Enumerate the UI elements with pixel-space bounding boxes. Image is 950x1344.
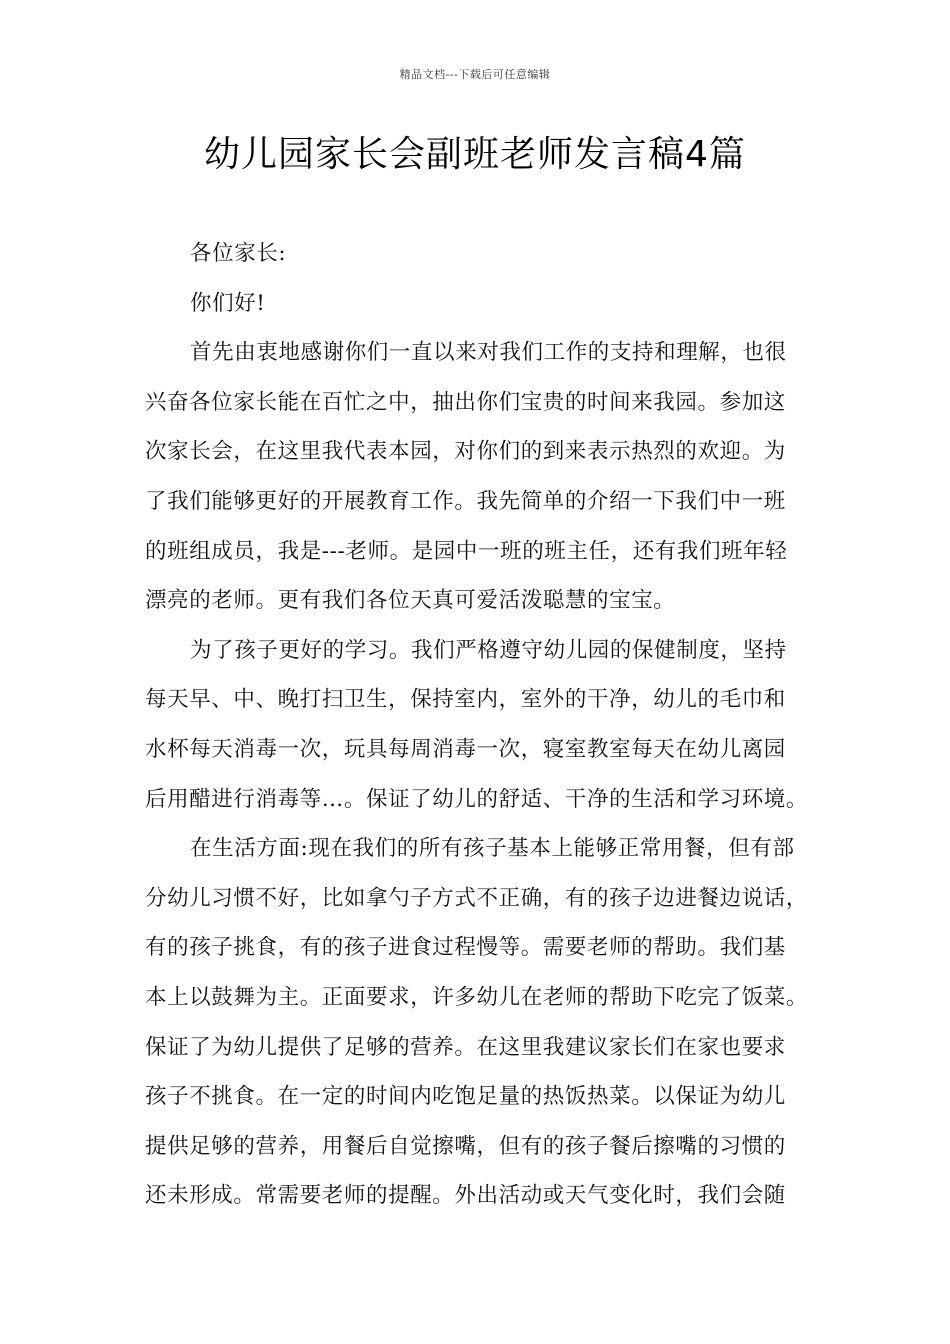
header-note: 精品文档---下载后可任意编辑 (399, 68, 551, 81)
text-line: 孩子不挑食。在一定的时间内吃饱足量的热饭热菜。以保证为幼儿 (145, 1084, 786, 1110)
text-line: 次家长会，在这里我代表本园，对你们的到来表示热烈的欢迎。为 (145, 439, 786, 465)
text-line: 兴奋各位家长能在百忙之中，抽出你们宝贵的时间来我园。参加这 (145, 389, 786, 415)
text-line: 水杯每天消毒一次，玩具每周消毒一次，寝室教室每天在幼儿离园 (145, 736, 786, 762)
text-line: 本上以鼓舞为主。正面要求，许多幼儿在老师的帮助下吃完了饭菜。 (145, 984, 809, 1010)
text-line: 每天早、中、晚打扫卫生，保持室内，室外的干净，幼儿的毛巾和 (145, 687, 786, 713)
document-title: 幼儿园家长会副班老师发言稿4篇 (204, 134, 746, 175)
text-line: 你们好! (190, 290, 266, 316)
text-line: 提供足够的营养，用餐后自觉擦嘴，但有的孩子餐后擦嘴的习惯的 (145, 1133, 786, 1159)
text-line: 为了孩子更好的学习。我们严格遵守幼儿园的保健制度，坚持 (190, 637, 787, 663)
body-text (145, 229, 825, 1221)
text-line: 各位家长: (190, 241, 287, 266)
text-line: 的班组成员，我是---老师。是园中一班的班主任，还有我们班年轻 (145, 538, 788, 564)
text-line: 分幼儿习惯不好，比如拿勺子方式不正确，有的孩子边进餐边说话， (145, 885, 809, 911)
text-line: 保证了为幼儿提供了足够的营养。在这里我建议家长们在家也要求 (145, 1034, 786, 1060)
text-line: 还未形成。常需要老师的提醒。外出活动或天气变化时，我们会随 (145, 1183, 786, 1209)
text-line: 有的孩子挑食，有的孩子进食过程慢等。需要老师的帮助。我们基 (145, 935, 786, 961)
text-line: 了我们能够更好的开展教育工作。我先简单的介绍一下我们中一班 (145, 488, 786, 514)
text-line: 首先由衷地感谢你们一直以来对我们工作的支持和理解，也很 (190, 340, 787, 366)
text-line: 后用醋进行消毒等…。保证了幼儿的舒适、干净的生活和学习环境。 (145, 786, 809, 812)
text-line: 在生活方面:现在我们的所有孩子基本上能够正常用餐，但有部 (190, 836, 795, 862)
text-line: 漂亮的老师。更有我们各位天真可爱活泼聪慧的宝宝。 (145, 588, 676, 614)
